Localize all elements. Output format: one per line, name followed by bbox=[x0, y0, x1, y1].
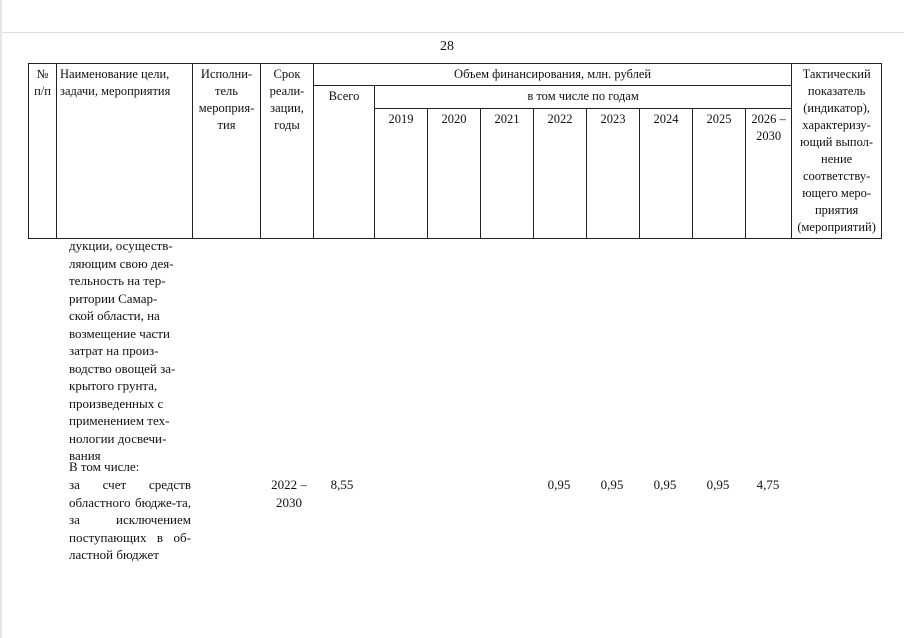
header-term: Срок реали-зации, годы bbox=[261, 64, 314, 239]
term-value: 2022 – 2030 bbox=[271, 477, 307, 510]
description-line: нологии досвечи- bbox=[69, 430, 167, 446]
description-line: дукции, осуществ- bbox=[69, 238, 173, 253]
header-year-2026-2030: 2026 – 2030 bbox=[746, 109, 792, 239]
page-top-margin bbox=[0, 0, 904, 33]
header-total: Всего bbox=[314, 86, 375, 239]
header-year-2021: 2021 bbox=[481, 109, 534, 239]
page-left-edge bbox=[0, 0, 2, 638]
sub-item-text: за счет средств областного бюдже-та, за исключением поступающих в об-ластной бюджет bbox=[69, 477, 191, 562]
description-line: ритории Самар- bbox=[69, 290, 158, 306]
financing-table-header bbox=[28, 63, 882, 239]
header-year-2025: 2025 bbox=[693, 109, 746, 239]
value-2023: 0,95 bbox=[600, 477, 624, 492]
row-description bbox=[69, 237, 191, 465]
header-year-2020: 2020 bbox=[428, 109, 481, 239]
description-line: вания bbox=[69, 448, 101, 463]
header-year-2022: 2022 bbox=[534, 109, 587, 239]
description-line: крытого грунта, bbox=[69, 378, 158, 393]
header-by-year: в том числе по годам bbox=[375, 86, 792, 109]
description-line: ской области, на bbox=[69, 308, 160, 323]
header-indicator: Тактический показатель (индикатор), характеризу-ющий выпол-нение соответству-ющего меро-приятия (мероприятий) bbox=[792, 64, 882, 239]
including-label: В том числе: bbox=[69, 459, 140, 474]
header-executor: Исполни-тель мероприя-тия bbox=[193, 64, 261, 239]
header-name: Наименование цели, задачи, мероприятия bbox=[57, 64, 193, 239]
description-line: произведенных с bbox=[69, 395, 164, 411]
total-value: 8,55 bbox=[330, 477, 354, 492]
header-num: № п/п bbox=[29, 64, 57, 239]
description-line: ляющим свою дея- bbox=[69, 255, 174, 271]
description-line: тельность на тер- bbox=[69, 273, 166, 288]
header-year-2024: 2024 bbox=[640, 109, 693, 239]
value-2025: 0,95 bbox=[706, 477, 730, 492]
description-line: водство овощей за- bbox=[69, 360, 176, 376]
header-year-2023: 2023 bbox=[587, 109, 640, 239]
value-2022: 0,95 bbox=[547, 477, 571, 492]
description-line: возмещение части bbox=[69, 325, 170, 341]
value-2024: 0,95 bbox=[653, 477, 677, 492]
header-funding: Объем финансирования, млн. рублей bbox=[314, 64, 792, 86]
description-line: затрат на произ- bbox=[69, 343, 159, 358]
header-year-2019: 2019 bbox=[375, 109, 428, 239]
value-2026-2030: 4,75 bbox=[756, 477, 780, 492]
description-line: применением тех- bbox=[69, 413, 170, 428]
page-number: 28 bbox=[440, 39, 454, 54]
